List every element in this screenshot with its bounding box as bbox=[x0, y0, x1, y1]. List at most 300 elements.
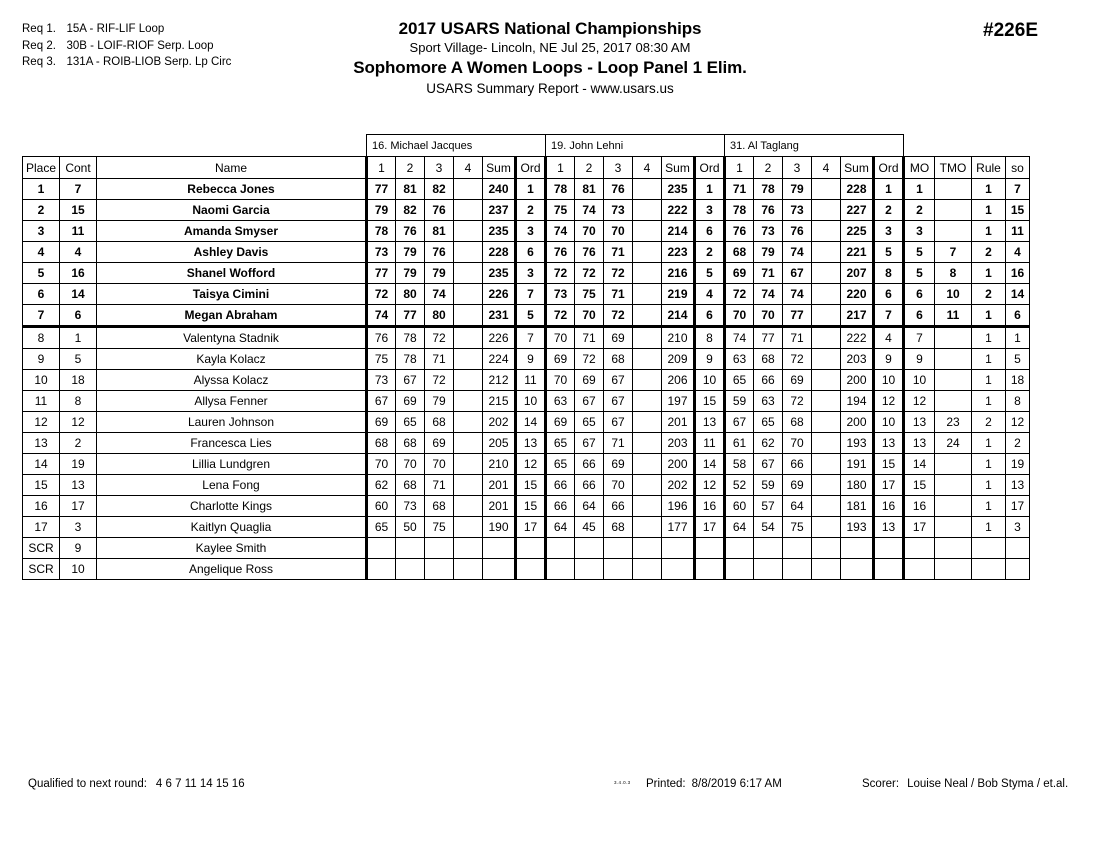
cell-j1-ord: 6 bbox=[516, 242, 546, 263]
cell-so: 1 bbox=[1006, 327, 1030, 349]
cell-j2-ord: 8 bbox=[695, 327, 725, 349]
cell-j3-element-3: 77 bbox=[783, 305, 812, 327]
results-sheet bbox=[22, 134, 1030, 580]
cell-j3-sum: 207 bbox=[841, 263, 874, 284]
cell-j2-element-4 bbox=[633, 391, 662, 412]
cell-j3-sum bbox=[841, 559, 874, 580]
cell-j1-element-1: 78 bbox=[367, 221, 396, 242]
cell-cont: 5 bbox=[60, 349, 97, 370]
cell-rule: 2 bbox=[972, 412, 1006, 433]
cell-cont: 13 bbox=[60, 475, 97, 496]
cell-j1-element-4 bbox=[454, 391, 483, 412]
cell-tmo bbox=[935, 179, 972, 200]
cell-so: 12 bbox=[1006, 412, 1030, 433]
cell-j1-element-2: 50 bbox=[396, 517, 425, 538]
cell-so: 4 bbox=[1006, 242, 1030, 263]
cell-j3-element-2: 74 bbox=[754, 284, 783, 305]
cell-so: 19 bbox=[1006, 454, 1030, 475]
cell-j2-element-3: 67 bbox=[604, 370, 633, 391]
cell-mo: 12 bbox=[904, 391, 935, 412]
cell-j1-element-2: 79 bbox=[396, 242, 425, 263]
cell-place: 5 bbox=[23, 263, 60, 284]
cell-j1-ord: 13 bbox=[516, 433, 546, 454]
cell-so bbox=[1006, 538, 1030, 559]
cell-j2-element-2: 45 bbox=[575, 517, 604, 538]
cell-j3-element-3: 66 bbox=[783, 454, 812, 475]
cell-j2-ord: 5 bbox=[695, 263, 725, 284]
header-j1-e2: 2 bbox=[396, 157, 425, 179]
cell-j3-element-1: 52 bbox=[725, 475, 754, 496]
cell-j3-element-1: 64 bbox=[725, 517, 754, 538]
cell-name: Kaitlyn Quaglia bbox=[97, 517, 367, 538]
cell-cont: 11 bbox=[60, 221, 97, 242]
cell-j2-sum: 206 bbox=[662, 370, 695, 391]
cell-j2-ord: 1 bbox=[695, 179, 725, 200]
cell-mo: 5 bbox=[904, 263, 935, 284]
cell-j2-element-1: 66 bbox=[546, 475, 575, 496]
cell-j3-element-4 bbox=[812, 538, 841, 559]
cell-j3-ord: 10 bbox=[874, 370, 904, 391]
header-j1-e3: 3 bbox=[425, 157, 454, 179]
cell-j1-element-4 bbox=[454, 327, 483, 349]
cell-j3-element-3: 68 bbox=[783, 412, 812, 433]
cell-j2-element-2: 81 bbox=[575, 179, 604, 200]
cell-j2-ord: 12 bbox=[695, 475, 725, 496]
cell-j1-element-2: 77 bbox=[396, 305, 425, 327]
cell-tmo bbox=[935, 327, 972, 349]
table-row bbox=[23, 391, 1030, 412]
cell-j3-element-3: 75 bbox=[783, 517, 812, 538]
cell-tmo: 23 bbox=[935, 412, 972, 433]
cell-j2-element-4 bbox=[633, 327, 662, 349]
cell-tmo: 24 bbox=[935, 433, 972, 454]
cell-mo: 15 bbox=[904, 475, 935, 496]
cell-j1-element-3: 81 bbox=[425, 221, 454, 242]
cell-j3-element-1: 58 bbox=[725, 454, 754, 475]
cell-j2-element-1 bbox=[546, 538, 575, 559]
cell-j3-element-4 bbox=[812, 496, 841, 517]
cell-j3-element-2: 73 bbox=[754, 221, 783, 242]
cell-j3-element-2: 59 bbox=[754, 475, 783, 496]
cell-tmo: 8 bbox=[935, 263, 972, 284]
cell-j1-element-2 bbox=[396, 559, 425, 580]
cell-j2-element-4 bbox=[633, 496, 662, 517]
cell-j2-element-3: 67 bbox=[604, 412, 633, 433]
cell-j1-element-3: 72 bbox=[425, 327, 454, 349]
cell-j2-ord: 17 bbox=[695, 517, 725, 538]
cell-j3-element-2: 71 bbox=[754, 263, 783, 284]
cell-j1-ord: 9 bbox=[516, 349, 546, 370]
cell-tmo bbox=[935, 200, 972, 221]
requirement-number: 2. bbox=[46, 39, 56, 52]
cell-j1-element-1: 75 bbox=[367, 349, 396, 370]
cell-name: Shanel Wofford bbox=[97, 263, 367, 284]
bib-number: #226E bbox=[983, 20, 1038, 41]
cell-j1-sum: 235 bbox=[483, 263, 516, 284]
cell-j1-element-3: 72 bbox=[425, 370, 454, 391]
cell-rule: 2 bbox=[972, 242, 1006, 263]
cell-j1-element-1 bbox=[367, 559, 396, 580]
cell-j3-ord: 6 bbox=[874, 284, 904, 305]
cell-j2-element-1: 76 bbox=[546, 242, 575, 263]
cell-j2-ord: 13 bbox=[695, 412, 725, 433]
results-table bbox=[22, 134, 1030, 580]
cell-place: 12 bbox=[23, 412, 60, 433]
cell-j3-element-1: 74 bbox=[725, 327, 754, 349]
cell-j3-element-2: 77 bbox=[754, 327, 783, 349]
cell-j3-ord: 7 bbox=[874, 305, 904, 327]
cell-j1-sum bbox=[483, 538, 516, 559]
cell-j3-element-4 bbox=[812, 327, 841, 349]
cell-place: 11 bbox=[23, 391, 60, 412]
cell-name: Kayla Kolacz bbox=[97, 349, 367, 370]
cell-j3-element-3: 74 bbox=[783, 242, 812, 263]
cell-j3-element-1: 59 bbox=[725, 391, 754, 412]
header-name: Name bbox=[97, 157, 367, 179]
table-row bbox=[23, 263, 1030, 284]
cell-tmo: 10 bbox=[935, 284, 972, 305]
cell-j1-element-1: 69 bbox=[367, 412, 396, 433]
cell-j3-element-2 bbox=[754, 538, 783, 559]
cell-j2-element-4 bbox=[633, 370, 662, 391]
cell-j3-element-3: 69 bbox=[783, 370, 812, 391]
cell-mo: 7 bbox=[904, 327, 935, 349]
cell-j3-ord: 1 bbox=[874, 179, 904, 200]
cell-j3-element-3: 79 bbox=[783, 179, 812, 200]
judge-1-header: 16. Michael Jacques bbox=[367, 135, 546, 157]
venue-line: Sport Village- Lincoln, NE Jul 25, 2017 08:30 AM bbox=[409, 40, 691, 55]
cell-j1-element-4 bbox=[454, 412, 483, 433]
version-code: 3.4.0.3 bbox=[614, 780, 631, 785]
cell-j1-element-1: 68 bbox=[367, 433, 396, 454]
cell-j1-element-1: 74 bbox=[367, 305, 396, 327]
cell-j2-element-4 bbox=[633, 433, 662, 454]
cell-mo: 6 bbox=[904, 305, 935, 327]
cell-j1-element-4 bbox=[454, 559, 483, 580]
requirement-number: 3. bbox=[46, 56, 56, 68]
cell-j1-element-4 bbox=[454, 200, 483, 221]
cell-j2-sum: 219 bbox=[662, 284, 695, 305]
cell-j1-sum: 237 bbox=[483, 200, 516, 221]
cell-j1-element-3: 75 bbox=[425, 517, 454, 538]
cell-mo bbox=[904, 559, 935, 580]
cell-j3-element-3: 72 bbox=[783, 391, 812, 412]
cell-j2-element-4 bbox=[633, 200, 662, 221]
cell-j1-element-2: 80 bbox=[396, 284, 425, 305]
table-row bbox=[23, 538, 1030, 559]
table-row bbox=[23, 433, 1030, 454]
cell-j2-ord: 6 bbox=[695, 305, 725, 327]
cell-j3-sum: 217 bbox=[841, 305, 874, 327]
header-cont: Cont bbox=[60, 157, 97, 179]
cell-j1-element-3: 68 bbox=[425, 412, 454, 433]
cell-j1-sum bbox=[483, 559, 516, 580]
cell-j1-element-1 bbox=[367, 538, 396, 559]
cell-j3-element-2: 54 bbox=[754, 517, 783, 538]
cell-j3-element-1 bbox=[725, 538, 754, 559]
cell-j1-element-2: 65 bbox=[396, 412, 425, 433]
cell-j3-sum: 181 bbox=[841, 496, 874, 517]
table-row bbox=[23, 370, 1030, 391]
cell-so: 18 bbox=[1006, 370, 1030, 391]
cell-j2-sum: 201 bbox=[662, 412, 695, 433]
cell-cont: 3 bbox=[60, 517, 97, 538]
cell-j1-sum: 205 bbox=[483, 433, 516, 454]
cell-j1-ord: 1 bbox=[516, 179, 546, 200]
header-j1-e1: 1 bbox=[367, 157, 396, 179]
cell-j1-element-2: 68 bbox=[396, 433, 425, 454]
cell-j3-element-2: 63 bbox=[754, 391, 783, 412]
cell-j3-ord: 3 bbox=[874, 221, 904, 242]
cell-j3-sum: 221 bbox=[841, 242, 874, 263]
cell-so: 16 bbox=[1006, 263, 1030, 284]
cell-j3-element-1: 61 bbox=[725, 433, 754, 454]
cell-j2-ord: 6 bbox=[695, 221, 725, 242]
cell-place: 3 bbox=[23, 221, 60, 242]
cell-name: Rebecca Jones bbox=[97, 179, 367, 200]
table-row bbox=[23, 200, 1030, 221]
cell-j1-element-2: 68 bbox=[396, 475, 425, 496]
cell-j3-element-1: 71 bbox=[725, 179, 754, 200]
header-tmo: TMO bbox=[935, 157, 972, 179]
cell-tmo bbox=[935, 454, 972, 475]
cell-j2-ord: 16 bbox=[695, 496, 725, 517]
cell-j3-element-4 bbox=[812, 433, 841, 454]
scorer-label: Scorer: bbox=[862, 778, 900, 790]
cell-j3-element-1: 63 bbox=[725, 349, 754, 370]
printed-value: 8/8/2019 6:17 AM bbox=[691, 778, 782, 790]
cell-j2-element-1: 70 bbox=[546, 370, 575, 391]
requirement-description: 15A - RIF-LIF Loop bbox=[66, 23, 165, 35]
cell-j2-ord: 14 bbox=[695, 454, 725, 475]
cell-j1-ord: 15 bbox=[516, 475, 546, 496]
cell-j1-element-2: 73 bbox=[396, 496, 425, 517]
cell-j2-ord: 15 bbox=[695, 391, 725, 412]
table-row bbox=[23, 454, 1030, 475]
cell-j2-element-2: 72 bbox=[575, 349, 604, 370]
cell-j1-ord: 3 bbox=[516, 221, 546, 242]
cell-rule: 1 bbox=[972, 433, 1006, 454]
cell-mo: 1 bbox=[904, 179, 935, 200]
cell-j3-sum: 194 bbox=[841, 391, 874, 412]
cell-j1-element-1: 79 bbox=[367, 200, 396, 221]
cell-rule bbox=[972, 538, 1006, 559]
cell-j3-element-3: 71 bbox=[783, 327, 812, 349]
cell-j1-sum: 235 bbox=[483, 221, 516, 242]
cell-j1-element-2: 82 bbox=[396, 200, 425, 221]
cell-rule: 1 bbox=[972, 391, 1006, 412]
cell-j2-element-2 bbox=[575, 538, 604, 559]
cell-j2-element-4 bbox=[633, 221, 662, 242]
cell-so bbox=[1006, 559, 1030, 580]
cell-j3-element-1: 67 bbox=[725, 412, 754, 433]
cell-j2-element-2: 67 bbox=[575, 433, 604, 454]
cell-j3-element-4 bbox=[812, 349, 841, 370]
cell-mo: 17 bbox=[904, 517, 935, 538]
cell-j3-ord bbox=[874, 559, 904, 580]
cell-cont: 17 bbox=[60, 496, 97, 517]
cell-j2-element-2: 64 bbox=[575, 496, 604, 517]
cell-j2-sum: 197 bbox=[662, 391, 695, 412]
cell-j1-sum: 228 bbox=[483, 242, 516, 263]
cell-j1-element-4 bbox=[454, 496, 483, 517]
cell-cont: 6 bbox=[60, 305, 97, 327]
cell-j3-element-1: 65 bbox=[725, 370, 754, 391]
cell-j3-ord: 9 bbox=[874, 349, 904, 370]
cell-j3-element-4 bbox=[812, 200, 841, 221]
cell-rule: 1 bbox=[972, 221, 1006, 242]
cell-j3-sum bbox=[841, 538, 874, 559]
cell-j3-element-4 bbox=[812, 179, 841, 200]
cell-so: 11 bbox=[1006, 221, 1030, 242]
cell-j1-ord: 17 bbox=[516, 517, 546, 538]
cell-j2-ord: 3 bbox=[695, 200, 725, 221]
cell-j3-ord: 2 bbox=[874, 200, 904, 221]
cell-j2-element-1: 72 bbox=[546, 263, 575, 284]
page-title: 2017 USARS National Championships bbox=[398, 19, 702, 38]
cell-j1-sum: 201 bbox=[483, 496, 516, 517]
cell-j1-ord: 7 bbox=[516, 284, 546, 305]
cell-j1-element-4 bbox=[454, 305, 483, 327]
cell-name: Allysa Fenner bbox=[97, 391, 367, 412]
cell-mo: 2 bbox=[904, 200, 935, 221]
judge-2-header: 19. John Lehni bbox=[546, 135, 725, 157]
cell-j1-element-3 bbox=[425, 559, 454, 580]
cell-j1-element-1: 72 bbox=[367, 284, 396, 305]
cell-j2-element-1: 65 bbox=[546, 433, 575, 454]
cell-j3-element-2: 78 bbox=[754, 179, 783, 200]
header-j2-e3: 3 bbox=[604, 157, 633, 179]
cell-rule: 1 bbox=[972, 179, 1006, 200]
cell-rule: 2 bbox=[972, 284, 1006, 305]
table-row bbox=[23, 496, 1030, 517]
cell-tmo bbox=[935, 517, 972, 538]
cell-j1-element-1: 60 bbox=[367, 496, 396, 517]
cell-j1-element-4 bbox=[454, 433, 483, 454]
cell-rule bbox=[972, 559, 1006, 580]
cell-j3-element-1: 72 bbox=[725, 284, 754, 305]
cell-j1-element-4 bbox=[454, 538, 483, 559]
cell-j1-element-3: 80 bbox=[425, 305, 454, 327]
cell-j3-ord: 5 bbox=[874, 242, 904, 263]
cell-mo: 14 bbox=[904, 454, 935, 475]
cell-cont: 1 bbox=[60, 327, 97, 349]
cell-j2-element-1: 75 bbox=[546, 200, 575, 221]
header-j3-e4: 4 bbox=[812, 157, 841, 179]
cell-j1-ord: 12 bbox=[516, 454, 546, 475]
cell-place: 16 bbox=[23, 496, 60, 517]
cell-j3-element-3: 72 bbox=[783, 349, 812, 370]
cell-j3-element-1: 70 bbox=[725, 305, 754, 327]
cell-place: 13 bbox=[23, 433, 60, 454]
cell-j2-element-3: 67 bbox=[604, 391, 633, 412]
cell-j3-element-1: 60 bbox=[725, 496, 754, 517]
printed-line bbox=[646, 778, 782, 790]
cell-j1-element-1: 73 bbox=[367, 242, 396, 263]
cell-j3-element-3: 74 bbox=[783, 284, 812, 305]
cell-j3-sum: 180 bbox=[841, 475, 874, 496]
cell-j2-element-4 bbox=[633, 475, 662, 496]
header-j3-sum: Sum bbox=[841, 157, 874, 179]
cell-j2-element-4 bbox=[633, 349, 662, 370]
header-so: so bbox=[1006, 157, 1030, 179]
header-j2-e2: 2 bbox=[575, 157, 604, 179]
cell-tmo bbox=[935, 221, 972, 242]
cell-j2-sum: 210 bbox=[662, 327, 695, 349]
cell-j3-sum: 225 bbox=[841, 221, 874, 242]
cell-j1-element-2: 78 bbox=[396, 349, 425, 370]
judge-header-tail-spacer bbox=[904, 135, 1030, 157]
table-row bbox=[23, 559, 1030, 580]
header-j1-e4: 4 bbox=[454, 157, 483, 179]
cell-j1-element-4 bbox=[454, 517, 483, 538]
cell-so: 5 bbox=[1006, 349, 1030, 370]
cell-j2-sum: 209 bbox=[662, 349, 695, 370]
cell-j2-element-3: 76 bbox=[604, 179, 633, 200]
cell-j3-element-4 bbox=[812, 221, 841, 242]
header-j1-sum: Sum bbox=[483, 157, 516, 179]
cell-j1-element-2: 76 bbox=[396, 221, 425, 242]
cell-j2-element-4 bbox=[633, 242, 662, 263]
cell-j2-element-3: 71 bbox=[604, 242, 633, 263]
cell-j1-element-2 bbox=[396, 538, 425, 559]
cell-j2-element-1: 74 bbox=[546, 221, 575, 242]
cell-j3-element-4 bbox=[812, 475, 841, 496]
cell-j2-element-2: 65 bbox=[575, 412, 604, 433]
cell-j3-element-1: 76 bbox=[725, 221, 754, 242]
cell-tmo bbox=[935, 496, 972, 517]
cell-j1-element-2: 81 bbox=[396, 179, 425, 200]
cell-j3-sum: 222 bbox=[841, 327, 874, 349]
cell-j3-sum: 203 bbox=[841, 349, 874, 370]
cell-rule: 1 bbox=[972, 496, 1006, 517]
cell-j2-ord bbox=[695, 559, 725, 580]
header-j3-ord: Ord bbox=[874, 157, 904, 179]
cell-j1-element-3 bbox=[425, 538, 454, 559]
table-row bbox=[23, 284, 1030, 305]
cell-j2-sum: 202 bbox=[662, 475, 695, 496]
cell-name: Megan Abraham bbox=[97, 305, 367, 327]
cell-place: 6 bbox=[23, 284, 60, 305]
printed-label: Printed: bbox=[646, 778, 686, 790]
header-j2-e4: 4 bbox=[633, 157, 662, 179]
cell-j2-element-2: 66 bbox=[575, 475, 604, 496]
cell-j2-element-4 bbox=[633, 538, 662, 559]
column-header-row bbox=[23, 157, 1030, 179]
cell-place: 15 bbox=[23, 475, 60, 496]
cell-cont: 12 bbox=[60, 412, 97, 433]
cell-j2-element-3: 72 bbox=[604, 305, 633, 327]
cell-j2-ord bbox=[695, 538, 725, 559]
cell-name: Lena Fong bbox=[97, 475, 367, 496]
cell-j1-sum: 226 bbox=[483, 284, 516, 305]
cell-j2-element-4 bbox=[633, 412, 662, 433]
cell-j1-element-3: 74 bbox=[425, 284, 454, 305]
cell-mo: 3 bbox=[904, 221, 935, 242]
table-row bbox=[23, 221, 1030, 242]
cell-j2-element-2: 76 bbox=[575, 242, 604, 263]
cell-j1-sum: 190 bbox=[483, 517, 516, 538]
cell-rule: 1 bbox=[972, 454, 1006, 475]
scorer-value: Louise Neal / Bob Styma / et.al. bbox=[907, 778, 1069, 790]
header-mo: MO bbox=[904, 157, 935, 179]
cell-place: 7 bbox=[23, 305, 60, 327]
cell-j1-ord: 15 bbox=[516, 496, 546, 517]
cell-j1-ord: 14 bbox=[516, 412, 546, 433]
cell-mo bbox=[904, 538, 935, 559]
cell-j1-element-3: 79 bbox=[425, 391, 454, 412]
cell-j1-element-1: 70 bbox=[367, 454, 396, 475]
